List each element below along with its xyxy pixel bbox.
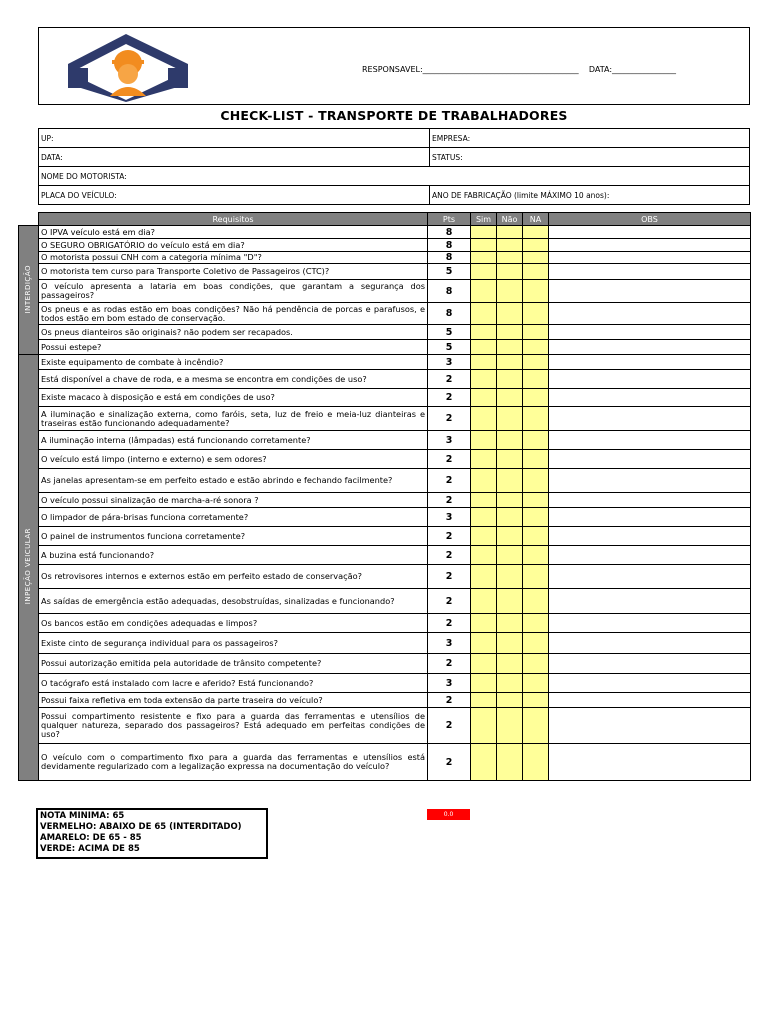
sim-checkbox-cell[interactable] xyxy=(471,303,497,325)
nao-checkbox-cell[interactable] xyxy=(497,469,523,493)
responsavel-line[interactable] xyxy=(362,65,676,74)
nao-checkbox-cell[interactable] xyxy=(497,226,523,239)
points-cell: 3 xyxy=(428,674,471,693)
na-checkbox-cell[interactable] xyxy=(523,370,549,389)
sim-checkbox-cell[interactable] xyxy=(471,508,497,527)
table-row xyxy=(19,508,751,527)
sim-checkbox-cell[interactable] xyxy=(471,589,497,614)
points-cell: 3 xyxy=(428,355,471,370)
table-row xyxy=(19,389,751,407)
data-blank[interactable]: ________________ xyxy=(612,65,677,74)
na-checkbox-cell[interactable] xyxy=(523,633,549,654)
field-up[interactable]: UP: xyxy=(39,129,430,148)
company-logo xyxy=(68,30,188,102)
nao-checkbox-cell[interactable] xyxy=(497,493,523,508)
points-cell: 2 xyxy=(428,389,471,407)
data-label: DATA: xyxy=(588,65,613,74)
obs-cell[interactable] xyxy=(549,370,751,389)
requirement-text: O SEGURO OBRIGATÓRIO do veículo está em dia? xyxy=(39,239,428,252)
obs-cell[interactable] xyxy=(549,674,751,693)
na-checkbox-cell[interactable] xyxy=(523,744,549,781)
sim-checkbox-cell[interactable] xyxy=(471,239,497,252)
nao-checkbox-cell[interactable] xyxy=(497,325,523,340)
obs-cell[interactable] xyxy=(549,264,751,280)
na-checkbox-cell[interactable] xyxy=(523,693,549,708)
points-cell: 3 xyxy=(428,633,471,654)
nao-checkbox-cell[interactable] xyxy=(497,355,523,370)
sim-checkbox-cell[interactable] xyxy=(471,654,497,674)
obs-cell[interactable] xyxy=(549,325,751,340)
obs-cell[interactable] xyxy=(549,508,751,527)
points-cell: 2 xyxy=(428,527,471,546)
sim-checkbox-cell[interactable] xyxy=(471,407,497,431)
requirement-text: A iluminação e sinalização externa, como faróis, seta, luz de freio e meia-luz dianteiras e traseiras estão funcionando adequadamente? xyxy=(39,407,428,431)
points-cell: 2 xyxy=(428,565,471,589)
na-checkbox-cell[interactable] xyxy=(523,431,549,450)
nao-checkbox-cell[interactable] xyxy=(497,407,523,431)
blank-header xyxy=(19,213,39,226)
na-checkbox-cell[interactable] xyxy=(523,355,549,370)
na-checkbox-cell[interactable] xyxy=(523,469,549,493)
obs-cell[interactable] xyxy=(549,252,751,264)
points-cell: 2 xyxy=(428,614,471,633)
nao-checkbox-cell[interactable] xyxy=(497,744,523,781)
obs-cell[interactable] xyxy=(549,589,751,614)
table-row xyxy=(19,527,751,546)
requirement-text: O veículo possui sinalização de marcha-a-ré sonora ? xyxy=(39,493,428,508)
legend-verde: VERDE: ACIMA DE 85 xyxy=(40,844,140,854)
nao-checkbox-cell[interactable] xyxy=(497,431,523,450)
requirement-text: As janelas apresentam-se em perfeito estado e estão abrindo e fechando facilmente? xyxy=(39,469,428,493)
sim-checkbox-cell[interactable] xyxy=(471,527,497,546)
requirement-text: Os pneus dianteiros são originais? não podem ser recapados. xyxy=(39,325,428,340)
points-cell: 2 xyxy=(428,589,471,614)
na-checkbox-cell[interactable] xyxy=(523,589,549,614)
points-cell: 3 xyxy=(428,508,471,527)
na-checkbox-cell[interactable] xyxy=(523,389,549,407)
obs-cell[interactable] xyxy=(549,565,751,589)
sim-checkbox-cell[interactable] xyxy=(471,389,497,407)
obs-cell[interactable] xyxy=(549,744,751,781)
requirement-text: Existe equipamento de combate à incêndio? xyxy=(39,355,428,370)
na-checkbox-cell[interactable] xyxy=(523,654,549,674)
section-label: INTERDIÇÃO xyxy=(24,264,32,314)
table-row xyxy=(19,303,751,325)
obs-cell[interactable] xyxy=(549,708,751,744)
obs-cell[interactable] xyxy=(549,355,751,370)
table-row xyxy=(19,744,751,781)
na-checkbox-cell[interactable] xyxy=(523,493,549,508)
points-cell: 8 xyxy=(428,239,471,252)
sim-checkbox-cell[interactable] xyxy=(471,431,497,450)
na-checkbox-cell[interactable] xyxy=(523,565,549,589)
obs-cell[interactable] xyxy=(549,226,751,239)
table-row xyxy=(19,252,751,264)
table-row xyxy=(19,407,751,431)
requirement-text: Os pneus e as rodas estão em boas condições? Não há pendência de porcas e parafusos, e todos estão em bom estado de conservação. xyxy=(39,303,428,325)
na-checkbox-cell[interactable] xyxy=(523,239,549,252)
points-cell: 8 xyxy=(428,226,471,239)
points-cell: 2 xyxy=(428,546,471,565)
sim-checkbox-cell[interactable] xyxy=(471,252,497,264)
obs-cell[interactable] xyxy=(549,527,751,546)
nao-checkbox-cell[interactable] xyxy=(497,589,523,614)
sim-checkbox-cell[interactable] xyxy=(471,744,497,781)
obs-cell[interactable] xyxy=(549,431,751,450)
table-row xyxy=(19,325,751,340)
field-motorista[interactable]: NOME DO MOTORISTA: xyxy=(39,167,750,186)
requirement-text: O painel de instrumentos funciona corretamente? xyxy=(39,527,428,546)
checklist-table xyxy=(18,212,751,781)
requirement-text: As saídas de emergência estão adequadas, desobstruídas, sinalizadas e funcionando? xyxy=(39,589,428,614)
points-cell: 2 xyxy=(428,693,471,708)
obs-cell[interactable] xyxy=(549,303,751,325)
requirement-text: Possui compartimento resistente e fixo para a guarda das ferramentas e utensílios de qualquer natureza, separado dos passageiros? Está adequado em perfeitas condições de uso? xyxy=(39,708,428,744)
requirement-text: Os bancos estão em condições adequadas e limpos? xyxy=(39,614,428,633)
table-row xyxy=(19,340,751,355)
obs-cell[interactable] xyxy=(549,693,751,708)
table-row xyxy=(19,693,751,708)
table-row xyxy=(19,546,751,565)
requirement-text: O IPVA veículo está em dia? xyxy=(39,226,428,239)
obs-cell[interactable] xyxy=(549,280,751,303)
sim-checkbox-cell[interactable] xyxy=(471,355,497,370)
requirement-text: A iluminação interna (lâmpadas) está funcionando corretamente? xyxy=(39,431,428,450)
na-checkbox-cell[interactable] xyxy=(523,264,549,280)
nao-checkbox-cell[interactable] xyxy=(497,252,523,264)
nao-checkbox-cell[interactable] xyxy=(497,239,523,252)
points-cell: 2 xyxy=(428,493,471,508)
table-row xyxy=(19,708,751,744)
obs-cell[interactable] xyxy=(549,389,751,407)
sim-checkbox-cell[interactable] xyxy=(471,693,497,708)
obs-cell[interactable] xyxy=(549,469,751,493)
field-ano[interactable]: ANO DE FABRICAÇÃO (limite MÁXIMO 10 anos): xyxy=(430,186,750,205)
nao-checkbox-cell[interactable] xyxy=(497,340,523,355)
nao-checkbox-cell[interactable] xyxy=(497,693,523,708)
score-badge: 0.0 xyxy=(427,809,470,820)
obs-cell[interactable] xyxy=(549,546,751,565)
col-nao: Não xyxy=(497,213,523,226)
obs-cell[interactable] xyxy=(549,340,751,355)
requirement-text: O motorista tem curso para Transporte Coletivo de Passageiros (CTC)? xyxy=(39,264,428,280)
table-row xyxy=(19,589,751,614)
nao-checkbox-cell[interactable] xyxy=(497,708,523,744)
sim-checkbox-cell[interactable] xyxy=(471,340,497,355)
nao-checkbox-cell[interactable] xyxy=(497,654,523,674)
points-cell: 8 xyxy=(428,280,471,303)
sim-checkbox-cell[interactable] xyxy=(471,493,497,508)
points-cell: 2 xyxy=(428,654,471,674)
sim-checkbox-cell[interactable] xyxy=(471,614,497,633)
col-pts: Pts xyxy=(428,213,471,226)
section-inspecao xyxy=(19,355,39,781)
points-cell: 3 xyxy=(428,431,471,450)
requirement-text: O limpador de pára-brisas funciona corretamente? xyxy=(39,508,428,527)
nao-checkbox-cell[interactable] xyxy=(497,508,523,527)
points-cell: 2 xyxy=(428,708,471,744)
col-sim: Sim xyxy=(471,213,497,226)
table-row xyxy=(19,431,751,450)
requirement-text: A buzina está funcionando? xyxy=(39,546,428,565)
sim-checkbox-cell[interactable] xyxy=(471,469,497,493)
table-row xyxy=(19,674,751,693)
table-row xyxy=(19,280,751,303)
requirement-text: Possui autorização emitida pela autoridade de trânsito competente? xyxy=(39,654,428,674)
na-checkbox-cell[interactable] xyxy=(523,708,549,744)
obs-cell[interactable] xyxy=(549,493,751,508)
requirement-text: Está disponível a chave de roda, e a mesma se encontra em condições de uso? xyxy=(39,370,428,389)
sim-checkbox-cell[interactable] xyxy=(471,546,497,565)
table-row xyxy=(19,654,751,674)
requirement-text: Existe cinto de segurança individual para os passageiros? xyxy=(39,633,428,654)
table-row xyxy=(19,469,751,493)
section-interdicao xyxy=(19,226,39,355)
nao-checkbox-cell[interactable] xyxy=(497,565,523,589)
nao-checkbox-cell[interactable] xyxy=(497,614,523,633)
na-checkbox-cell[interactable] xyxy=(523,303,549,325)
table-row xyxy=(19,370,751,389)
na-checkbox-cell[interactable] xyxy=(523,508,549,527)
table-row xyxy=(19,450,751,469)
table-row xyxy=(19,264,751,280)
points-cell: 5 xyxy=(428,264,471,280)
table-row xyxy=(19,226,751,239)
nao-checkbox-cell[interactable] xyxy=(497,370,523,389)
page-title: CHECK-LIST - TRANSPORTE DE TRABALHADORES xyxy=(220,108,568,123)
sim-checkbox-cell[interactable] xyxy=(471,674,497,693)
legend-vermelho: VERMELHO: ABAIXO DE 65 (INTERDITADO) xyxy=(40,822,242,832)
nao-checkbox-cell[interactable] xyxy=(497,389,523,407)
points-cell: 2 xyxy=(428,370,471,389)
field-placa[interactable]: PLACA DO VEÍCULO: xyxy=(39,186,430,205)
field-status[interactable]: STATUS: xyxy=(430,148,750,167)
obs-cell[interactable] xyxy=(549,407,751,431)
na-checkbox-cell[interactable] xyxy=(523,407,549,431)
requirement-text: O motorista possui CNH com a categoria mínima "D"? xyxy=(39,252,428,264)
points-cell: 5 xyxy=(428,325,471,340)
na-checkbox-cell[interactable] xyxy=(523,325,549,340)
requirement-text: Possui estepe? xyxy=(39,340,428,355)
points-cell: 2 xyxy=(428,744,471,781)
sim-checkbox-cell[interactable] xyxy=(471,708,497,744)
requirement-text: O veículo apresenta a lataria em boas condições, que garantam a segurança dos passageiros? xyxy=(39,280,428,303)
responsavel-blank[interactable]: _______________________________________ xyxy=(422,65,579,74)
na-checkbox-cell[interactable] xyxy=(523,614,549,633)
legend-box xyxy=(36,808,268,859)
obs-cell[interactable] xyxy=(549,450,751,469)
na-checkbox-cell[interactable] xyxy=(523,674,549,693)
na-checkbox-cell[interactable] xyxy=(523,226,549,239)
points-cell: 2 xyxy=(428,469,471,493)
table-row xyxy=(19,614,751,633)
nao-checkbox-cell[interactable] xyxy=(497,546,523,565)
nao-checkbox-cell[interactable] xyxy=(497,303,523,325)
na-checkbox-cell[interactable] xyxy=(523,546,549,565)
col-requisitos: Requisitos xyxy=(39,213,428,226)
nao-checkbox-cell[interactable] xyxy=(497,527,523,546)
nao-checkbox-cell[interactable] xyxy=(497,450,523,469)
col-obs: OBS xyxy=(549,213,751,226)
sim-checkbox-cell[interactable] xyxy=(471,264,497,280)
obs-cell[interactable] xyxy=(549,239,751,252)
requirement-text: Possui faixa refletiva em toda extensão da parte traseira do veículo? xyxy=(39,693,428,708)
sim-checkbox-cell[interactable] xyxy=(471,280,497,303)
nao-checkbox-cell[interactable] xyxy=(497,633,523,654)
points-cell: 2 xyxy=(428,407,471,431)
sim-checkbox-cell[interactable] xyxy=(471,565,497,589)
points-cell: 8 xyxy=(428,303,471,325)
table-row xyxy=(19,355,751,370)
legend-nota-minima: NOTA MINIMA: 65 xyxy=(40,811,125,821)
na-checkbox-cell[interactable] xyxy=(523,450,549,469)
sim-checkbox-cell[interactable] xyxy=(471,450,497,469)
table-row xyxy=(19,239,751,252)
sim-checkbox-cell[interactable] xyxy=(471,226,497,239)
sim-checkbox-cell[interactable] xyxy=(471,370,497,389)
na-checkbox-cell[interactable] xyxy=(523,527,549,546)
info-table xyxy=(38,128,750,205)
requirement-text: Os retrovisores internos e externos estão em perfeito estado de conservação? xyxy=(39,565,428,589)
table-header-row xyxy=(19,213,751,226)
na-checkbox-cell[interactable] xyxy=(523,340,549,355)
table-row xyxy=(19,633,751,654)
requirement-text: O tacógrafo está instalado com lacre e aferido? Está funcionando? xyxy=(39,674,428,693)
na-checkbox-cell[interactable] xyxy=(523,252,549,264)
requirement-text: O veículo com o compartimento fixo para a guarda das ferramentas e utensílios está devidamente regularizado com a legalização expressa na documentação do veículo? xyxy=(39,744,428,781)
obs-cell[interactable] xyxy=(549,614,751,633)
nao-checkbox-cell[interactable] xyxy=(497,280,523,303)
requirement-text: O veículo está limpo (interno e externo) e sem odores? xyxy=(39,450,428,469)
field-data[interactable]: DATA: xyxy=(39,148,430,167)
points-cell: 5 xyxy=(428,340,471,355)
sim-checkbox-cell[interactable] xyxy=(471,325,497,340)
col-na: NA xyxy=(523,213,549,226)
table-row xyxy=(19,565,751,589)
table-row xyxy=(19,493,751,508)
requirement-text: Existe macaco à disposição e está em condições de uso? xyxy=(39,389,428,407)
nao-checkbox-cell[interactable] xyxy=(497,674,523,693)
obs-cell[interactable] xyxy=(549,633,751,654)
sim-checkbox-cell[interactable] xyxy=(471,633,497,654)
responsavel-label: RESPONSAVEL: xyxy=(362,65,423,74)
legend-amarelo: AMARELO: DE 65 - 85 xyxy=(40,833,142,843)
section-label: INPEÇÃO VEICULAR xyxy=(24,528,32,605)
obs-cell[interactable] xyxy=(549,654,751,674)
na-checkbox-cell[interactable] xyxy=(523,280,549,303)
nao-checkbox-cell[interactable] xyxy=(497,264,523,280)
field-empresa[interactable]: EMPRESA: xyxy=(430,129,750,148)
points-cell: 8 xyxy=(428,252,471,264)
points-cell: 2 xyxy=(428,450,471,469)
